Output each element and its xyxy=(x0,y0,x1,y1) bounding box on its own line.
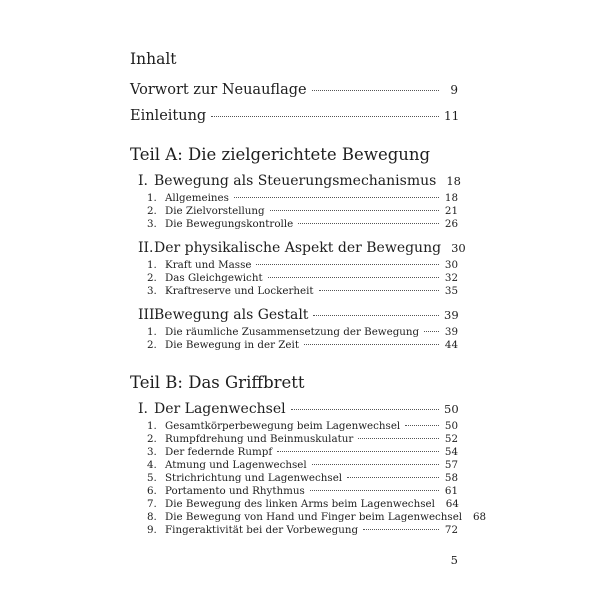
item-number: 3. xyxy=(147,218,157,230)
section-number: I. xyxy=(138,173,148,189)
item-number: 8. xyxy=(147,511,157,523)
item-page: 26 xyxy=(444,218,458,230)
item-number: 3. xyxy=(147,446,157,458)
toc-item xyxy=(147,446,458,459)
leader-dots xyxy=(363,529,439,530)
toc-item xyxy=(147,485,458,498)
toc-section xyxy=(138,173,461,191)
toc-section xyxy=(138,307,458,325)
item-title: Der federnde Rumpf xyxy=(165,446,273,458)
item-title: Das Gleichgewicht xyxy=(165,272,263,284)
section-page: 50 xyxy=(444,402,459,416)
item-number: 7. xyxy=(147,498,157,510)
item-number: 2. xyxy=(147,272,157,284)
item-page: 54 xyxy=(444,446,458,458)
leader-dots xyxy=(312,464,439,465)
section-title: Der physikalische Aspekt der Bewegung xyxy=(154,240,442,256)
leader-dots xyxy=(312,90,439,91)
toc-item xyxy=(147,326,458,339)
toc-section xyxy=(138,240,466,258)
toc-item xyxy=(147,511,487,524)
item-number: 1. xyxy=(147,420,157,432)
item-title: Gesamtkörperbewegung beim Lagenwechsel xyxy=(165,420,401,432)
leader-dots xyxy=(313,315,439,316)
item-page: 50 xyxy=(444,420,458,432)
leader-dots xyxy=(424,331,439,332)
page-number: 5 xyxy=(450,553,458,567)
toc-item xyxy=(147,524,458,537)
leader-dots xyxy=(211,116,439,117)
leader-dots xyxy=(405,425,439,426)
item-title: Die Bewegung des linken Arms beim Lagenwechsel xyxy=(165,498,435,510)
leader-dots xyxy=(319,290,439,291)
leader-dots xyxy=(358,438,439,439)
item-number: 4. xyxy=(147,459,157,471)
entry-title: Vorwort zur Neuauflage xyxy=(130,82,307,98)
item-page: 39 xyxy=(444,326,458,338)
section-title: Bewegung als Gestalt xyxy=(154,307,309,323)
item-number: 2. xyxy=(147,339,157,351)
toc-item xyxy=(147,498,458,511)
part-a-heading: Teil A: Die zielgerichtete Bewegung xyxy=(130,145,431,164)
toc-item xyxy=(147,459,458,472)
item-page: 35 xyxy=(444,285,458,297)
item-title: Strichrichtung und Lagenwechsel xyxy=(165,472,343,484)
item-title: Rumpfdrehung und Beinmuskulatur xyxy=(165,433,354,445)
item-title: Portamento und Rhythmus xyxy=(165,485,305,497)
toc-item xyxy=(147,259,458,272)
section-number: II. xyxy=(138,240,154,256)
item-number: 5. xyxy=(147,472,157,484)
item-number: 1. xyxy=(147,326,157,338)
item-title: Allgemeines xyxy=(165,192,229,204)
item-title: Die räumliche Zusammensetzung der Bewegung xyxy=(165,326,420,338)
leader-dots xyxy=(268,277,439,278)
item-title: Kraftreserve und Lockerheit xyxy=(165,285,314,297)
item-page: 57 xyxy=(444,459,458,471)
item-number: 1. xyxy=(147,192,157,204)
entry-title: Einleitung xyxy=(130,108,207,124)
leader-dots xyxy=(298,223,439,224)
item-page: 52 xyxy=(444,433,458,445)
item-title: Die Zielvorstellung xyxy=(165,205,265,217)
item-page: 18 xyxy=(444,192,458,204)
leader-dots xyxy=(347,477,439,478)
item-number: 2. xyxy=(147,433,157,445)
section-number: I. xyxy=(138,401,148,417)
leader-dots xyxy=(310,490,439,491)
section-page: 30 xyxy=(451,241,466,255)
leader-dots xyxy=(256,264,439,265)
toc-item xyxy=(147,285,458,298)
toc-item xyxy=(147,272,458,285)
part-b-heading: Teil B: Das Griffbrett xyxy=(130,373,305,392)
toc-item xyxy=(147,192,458,205)
item-title: Kraft und Masse xyxy=(165,259,252,271)
toc-entry-foreword xyxy=(130,82,458,102)
entry-page: 9 xyxy=(450,83,458,97)
leader-dots xyxy=(277,451,439,452)
item-number: 1. xyxy=(147,259,157,271)
toc-item xyxy=(147,218,458,231)
section-title: Bewegung als Steuerungsmechanismus xyxy=(154,173,437,189)
item-page: 61 xyxy=(444,485,458,497)
item-title: Fingeraktivität bei der Vorbewegung xyxy=(165,524,359,536)
toc-item xyxy=(147,339,458,352)
leader-dots xyxy=(291,409,439,410)
leader-dots xyxy=(270,210,439,211)
section-title: Der Lagenwechsel xyxy=(154,401,286,417)
toc-title: Inhalt xyxy=(130,50,177,68)
toc-item xyxy=(147,205,458,218)
section-page: 39 xyxy=(444,308,459,322)
section-page: 18 xyxy=(446,174,461,188)
item-page: 30 xyxy=(444,259,458,271)
item-title: Die Bewegungskontrolle xyxy=(165,218,294,230)
item-page: 68 xyxy=(473,511,487,523)
toc-item xyxy=(147,433,458,446)
entry-page: 11 xyxy=(444,109,460,123)
item-number: 3. xyxy=(147,285,157,297)
toc-item xyxy=(147,420,458,433)
item-page: 44 xyxy=(444,339,458,351)
section-number: III. xyxy=(138,307,160,323)
item-title: Die Bewegung in der Zeit xyxy=(165,339,299,351)
item-page: 72 xyxy=(444,524,458,536)
toc-section xyxy=(138,401,458,419)
item-number: 6. xyxy=(147,485,157,497)
leader-dots xyxy=(234,197,439,198)
item-title: Atmung und Lagenwechsel xyxy=(165,459,307,471)
toc-entry-introduction xyxy=(130,108,458,128)
item-title: Die Bewegung von Hand und Finger beim Lagenwechsel xyxy=(165,511,463,523)
item-page: 21 xyxy=(444,205,458,217)
item-page: 58 xyxy=(444,472,458,484)
leader-dots xyxy=(304,344,439,345)
item-page: 32 xyxy=(444,272,458,284)
item-number: 2. xyxy=(147,205,157,217)
item-number: 9. xyxy=(147,524,157,536)
item-page: 64 xyxy=(445,498,459,510)
toc-item xyxy=(147,472,458,485)
